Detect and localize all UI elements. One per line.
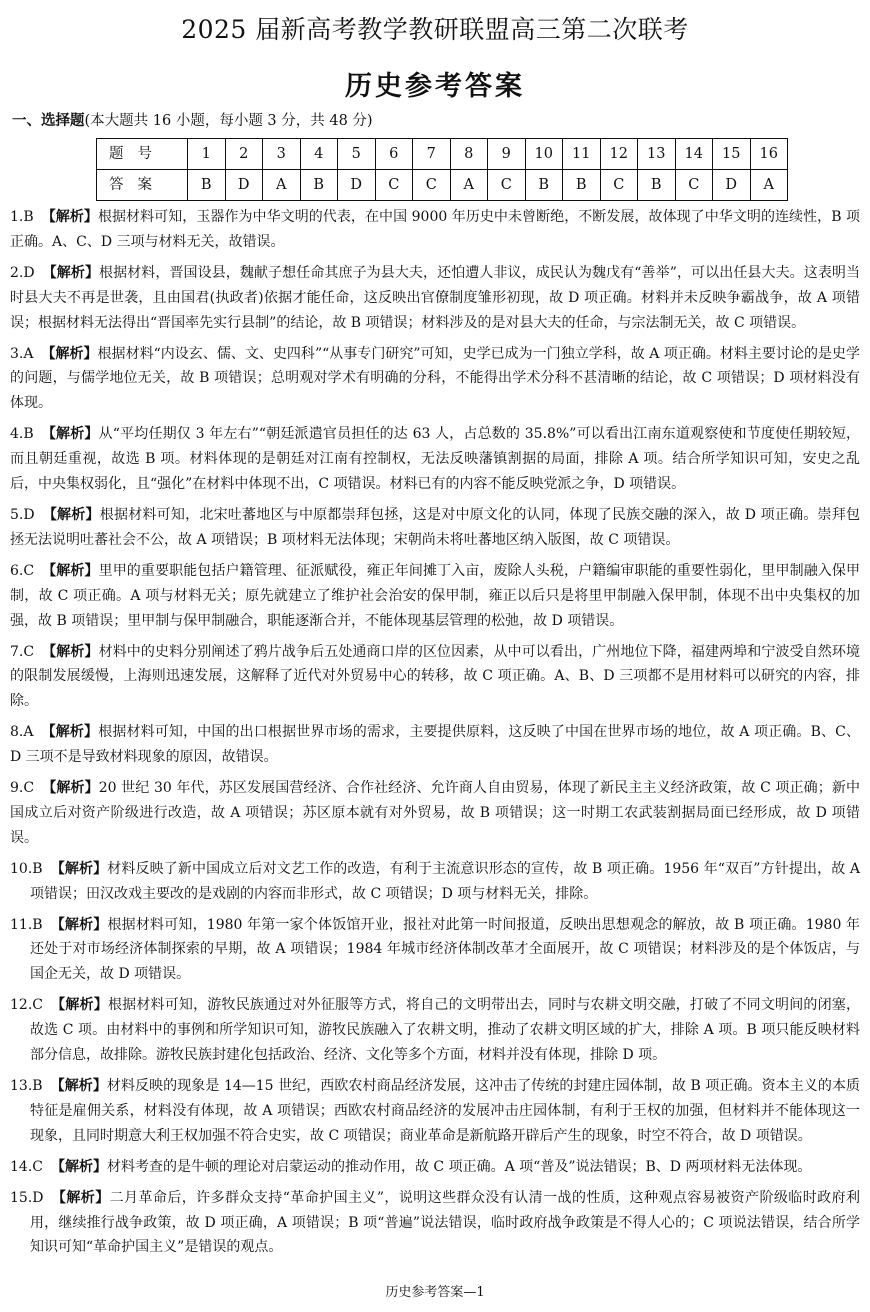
question-number-cell: 13 (638, 139, 676, 170)
analysis-tag: 【解析】 (42, 780, 99, 797)
item-number-answer: 10.B (10, 860, 43, 877)
analysis-tag: 【解析】 (50, 1078, 107, 1094)
analysis-tag: 【解析】 (50, 1158, 107, 1175)
analysis-tag: 【解析】 (51, 1189, 110, 1206)
explanation-item (10, 503, 860, 553)
analysis-tag: 【解析】 (42, 506, 100, 523)
question-number-cell: 6 (375, 139, 413, 170)
analysis-text: 20 世纪 30 年代，苏区发展国营经济、合作社经济、允许商人自由贸易，体现了新民主主义经济政策，故 C 项正确；新中国成立后对资产阶级进行改造，故 A 项错误；苏区原本就有对外贸易，故 B 项错误；这一时期工农武装割据局面已经形成，故 D 项错误。 (10, 780, 861, 846)
item-number-answer: 14.C (10, 1158, 43, 1175)
answer-cell: B (188, 170, 226, 201)
explanation-item (10, 993, 860, 1068)
analysis-tag: 【解析】 (42, 264, 100, 281)
answer-cell: C (675, 170, 713, 201)
analysis-text: 材料反映的现象是 14—15 世纪，西欧农村商品经济发展，这冲击了传统的封建庄园体制，故 B 项正确。资本主义的本质特征是雇佣关系，材料没有体现，故 A 项错误；西欧农村商品经济的发展冲击庄园体制，有利于王权的加强，但材料并不能体现这一现象，且同时期意大利王权加强不符合史实，故 C 项错误；商业革命是新航路开辟后产生的现象，时空不符合，故 D 项错误。 (30, 1078, 861, 1144)
explanation-item (10, 1074, 860, 1149)
question-number-cell: 4 (300, 139, 338, 170)
row-head-number: 题号 (97, 139, 188, 170)
analysis-text: 根据材料可知，游牧民族通过对外征服等方式，将自己的文明带出去，同时与农耕文明交融，打破了不同文明间的闭塞，故选 C 项。由材料中的事例和所学知识可知，游牧民族融入了农耕文明，推动了农耕文明区域的扩大，排除 A 项。B 项只能反映材料部分信息，故排除。游牧民族封建化包括政治、经济、文化等多个方面，材料并没有体现，排除 D 项。 (30, 997, 860, 1064)
answer-cell: B (638, 170, 676, 201)
question-number-cell: 12 (600, 139, 638, 170)
answer-table (96, 138, 788, 201)
analysis-text: 根据材料可知，玉器作为中华文明的代表，在中国 9000 年历史中未曾断绝，不断发展，故体现了中华文明的连续性，B 项正确。A、C、D 三项与材料无关，故错误。 (10, 209, 861, 250)
question-number-cell: 8 (450, 139, 488, 170)
analysis-text: 从“平均任期仅 3 年左右”“朝廷派遣官员担任的达 63 人，占总数的 35.8%”可以看出江南东道观察使和节度使任期较短，而且朝廷重视，故选 B 项。材料体现的是朝廷对江南有控制权，无法反映藩镇割据的局面，排除 A 项。结合所学知识可知，安史之乱后，中央集权弱化，且“强化”在材料中体现不出，C 项错误。材料已有的内容不能反映党派之争，D 项错误。 (10, 426, 861, 493)
answer-cell: A (450, 170, 488, 201)
question-number-cell: 11 (563, 139, 601, 170)
explanation-item (10, 261, 860, 336)
analysis-text: 根据材料可知，北宋吐蕃地区与中原都崇拜包拯，这是对中原文化的认同，体现了民族交融的深入，故 D 项正确。崇拜包拯无法说明吐蕃社会不公，故 A 项错误；B 项材料无法体现；宋朝尚未将吐蕃地区纳入版图，故 C 项错误。 (10, 506, 861, 548)
answer-cell: D (225, 170, 263, 201)
item-number-answer: 11.B (10, 916, 43, 933)
item-number-answer: 15.D (10, 1189, 44, 1206)
item-number-answer: 1.B (10, 209, 34, 225)
question-number-cell: 5 (338, 139, 376, 170)
analysis-text: 根据材料，晋国设县，魏献子想任命其庶子为县大夫，还怕遭人非议，成民认为魏戊有“善举”，可以出任县大夫。这表明当时县大夫不再是世袭，且由国君(执政者)依据才能任命，这反映出官僚制度雏形初现，故 D 项正确。材料并未反映争霸战争，故 A 项错误；根据材料无法得出“晋国率先实行县制”的结论，故 B 项错误；材料涉及的是对县大夫的任命，与宗法制无关，故 C 项错误。 (10, 264, 861, 331)
explanation-item (10, 776, 860, 851)
document-subtitle: 历史参考答案 (345, 71, 525, 102)
explanation-item (10, 1155, 860, 1180)
analysis-tag: 【解析】 (42, 562, 99, 579)
item-number-answer: 5.D (10, 506, 35, 523)
answer-cell: C (413, 170, 451, 201)
analysis-text: 里甲的重要职能包括户籍管理、征派赋役，雍正年间摊丁入亩，废除人头税，户籍编审职能的重要性弱化，里甲制融入保甲制，故 C 项正确。A 项与材料无关；原先就建立了维护社会治安的保甲制，雍正以后只是将里甲制融入保甲制，体现不出中央集权的加强，故 B 项错误；里甲制与保甲制融合，职能逐渐合并，不能体现基层管理的松弛，故 D 项错误。 (10, 562, 861, 629)
question-number-cell: 16 (750, 139, 788, 170)
analysis-tag: 【解析】 (41, 426, 99, 443)
question-number-cell: 3 (263, 139, 301, 170)
item-number-answer: 13.B (10, 1078, 43, 1094)
analysis-tag: 【解析】 (50, 860, 108, 877)
page-footer: 历史参考答案—1 (385, 1285, 485, 1300)
question-number-cell: 7 (413, 139, 451, 170)
explanation-item (10, 422, 860, 497)
explanation-item (10, 559, 860, 634)
analysis-text: 根据材料可知，中国的出口根据世界市场的需求，主要提供原料，这反映了中国在世界市场的地位，故 A 项正确。B、C、D 三项不是导致材料现象的原因，故错误。 (10, 724, 861, 766)
answer-cell: D (713, 170, 751, 201)
answer-cell: A (263, 170, 301, 201)
analysis-tag: 【解析】 (42, 643, 99, 660)
section-note: (本大题共 16 小题，每小题 3 分，共 48 分) (84, 113, 373, 129)
question-number-cell: 15 (713, 139, 751, 170)
section-heading (12, 111, 373, 131)
analysis-tag: 【解析】 (50, 997, 108, 1014)
analysis-text: 材料反映了新中国成立后对文艺工作的改造，有利于主流意识形态的宣传，故 B 项正确。1956 年“双百”方针提出，故 A 项错误；田汉改戏主要改的是戏剧的内容而非形式，故 C 项错误；D 项与材料无关，排除。 (30, 860, 861, 902)
analysis-text: 材料中的史料分别阐述了鸦片战争后五处通商口岸的区位因素，从中可以看出，广州地位下降，福建两埠和宁波受自然环境的限制发展缓慢，上海则迅速发展，这解释了近代对外贸易中心的转移，故 C 项正确。A、B、D 三项都不是用材料可以研究的内容，排除。 (10, 643, 861, 710)
analysis-tag: 【解析】 (41, 209, 98, 225)
answer-cell: B (300, 170, 338, 201)
item-number-answer: 4.B (10, 426, 34, 443)
item-number-answer: 7.C (10, 643, 35, 660)
item-number-answer: 12.C (10, 997, 43, 1014)
analysis-tag: 【解析】 (41, 345, 98, 362)
answer-cell: C (375, 170, 413, 201)
explanation-item (10, 913, 860, 988)
question-number-cell: 10 (525, 139, 563, 170)
explanation-item (10, 1186, 860, 1261)
explanation-list (10, 205, 860, 1266)
item-number-answer: 3.A (10, 345, 34, 362)
answer-cell: C (488, 170, 526, 201)
explanation-item (10, 720, 860, 770)
question-number-cell: 1 (188, 139, 226, 170)
explanation-item (10, 857, 860, 907)
question-number-cell: 2 (225, 139, 263, 170)
item-number-answer: 9.C (10, 780, 35, 797)
explanation-item (10, 205, 860, 255)
item-number-answer: 6.C (10, 562, 35, 579)
row-head-answer: 答案 (97, 170, 188, 201)
answer-cell: D (338, 170, 376, 201)
section-label: 一、选择题 (12, 112, 85, 129)
item-number-answer: 8.A (10, 724, 34, 741)
question-number-cell: 14 (675, 139, 713, 170)
exam-title: 2025 届新高考教学教研联盟高三第二次联考 (181, 15, 689, 44)
analysis-text: 根据材料可知，1980 年第一家个体饭馆开业，报社对此第一时间报道，反映出思想观念的解放，故 B 项正确。1980 年还处于对市场经济体制探索的早期，故 A 项错误；1984 年城市经济体制改革才全面展开，故 C 项错误；材料涉及的是个体饭店，与国企无关，故 D 项错误。 (30, 916, 860, 983)
answer-cell: C (600, 170, 638, 201)
analysis-text: 材料考查的是牛顿的理论对启蒙运动的推动作用，故 C 项正确。A 项“普及”说法错误；B、D 两项材料无法体现。 (106, 1158, 812, 1175)
analysis-tag: 【解析】 (50, 916, 108, 933)
explanation-item (10, 342, 860, 417)
question-number-cell: 9 (488, 139, 526, 170)
answer-cell: A (750, 170, 788, 201)
explanation-item (10, 640, 860, 715)
item-number-answer: 2.D (10, 264, 35, 281)
analysis-tag: 【解析】 (41, 724, 99, 741)
analysis-text: 根据材料“内设玄、儒、文、史四科”“从事专门研究”可知，史学已成为一门独立学科，故 A 项正确。材料主要讨论的是史学的问题，与儒学地位无关，故 B 项错误；总明观对学术有明确的分科，不能得出学术分科不甚清晰的结论，故 C 项错误；D 项材料没有体现。 (10, 345, 860, 412)
answer-table-number-row (97, 139, 788, 170)
analysis-text: 二月革命后，许多群众支持“革命护国主义”，说明这些群众没有认清一战的性质，这种观点容易被资产阶级临时政府利用，继续推行战争政策，故 D 项正确，A 项错误；B 项“普遍”说法错误，临时政府战争政策是不得人心的；C 项说法错误，结合所学知识可知“革命护国主义”是错误的观点。 (30, 1189, 861, 1256)
answer-table-answer-row (97, 170, 788, 201)
answer-cell: B (525, 170, 563, 201)
answer-cell: B (563, 170, 601, 201)
